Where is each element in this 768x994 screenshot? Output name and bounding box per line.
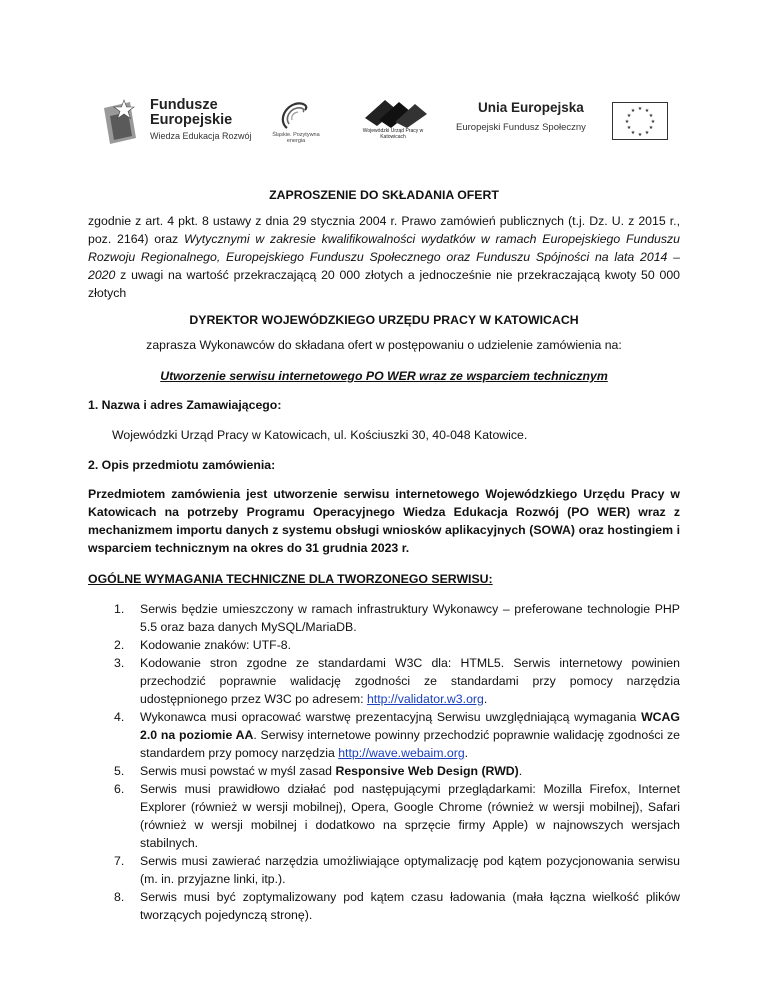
list-item: 2. Kodowanie znaków: UTF-8. xyxy=(114,638,292,652)
unia-europejska-logo xyxy=(450,100,670,150)
wave-link[interactable]: http://wave.webaim.org xyxy=(338,746,465,760)
svg-text:★: ★ xyxy=(650,119,656,125)
requirements-list xyxy=(88,600,680,924)
intro-text-3: z uwagi na wartość przekraczającą 20 000 złotych a jednocześnie nie przekraczającą kwoty 50 000 złotych xyxy=(88,268,680,300)
svg-text:★: ★ xyxy=(644,130,650,136)
fundusze-europejskie-logo xyxy=(100,96,260,148)
list-item: 1. Serwis będzie umieszczony w ramach infrastruktury Wykonawcy – preferowane technologie PHP 5.5 oraz baza danych MySQL/MariaDB. xyxy=(114,602,680,634)
list-item: 4. Wykonawca musi opracować warstwę prezentacyjną Serwisu uwzględniającą wymagania WCAG 2.0 na poziomie AA. Serwisy internetowe powinny przechodzić poprawnie walidację zgodności ze standardem przy pomocy narzędzia http://wave.webaim.org. xyxy=(114,710,680,760)
svg-text:★: ★ xyxy=(648,113,654,119)
invite-text: zaprasza Wykonawców do składana ofert w postępowaniu o udzielenie zamówienia na: xyxy=(146,338,622,352)
list-item: 3. Kodowanie stron zgodne ze standardami W3C dla: HTML5. Serwis internetowy powinien przechodzić poprawnie walidację zgodności ze standardami przy pomocy narzędzia udostępnionego przez W3C po adresem: http://validator.w3.org. xyxy=(114,656,680,706)
wup-paper-icon xyxy=(355,96,431,128)
svg-text:★: ★ xyxy=(626,125,632,131)
slaskie-swirl-icon xyxy=(265,98,327,132)
svg-text:★: ★ xyxy=(624,119,630,125)
slaskie-text: Śląskie. Pozytywna energia xyxy=(272,132,320,144)
fe-star-icon xyxy=(100,98,144,146)
logo-bar xyxy=(100,96,670,156)
ue-subtitle: Europejski Fundusz Społeczny xyxy=(456,122,586,133)
svg-text:★: ★ xyxy=(637,106,643,112)
list-item: 6. Serwis musi prawidłowo działać pod następującymi przeglądarkami: Mozilla Firefox, Internet Explorer (również w wersji mobilnej), Opera, Google Chrome (również w wersji mobilnej), Safari (również w wersji mobilnej i dodatkowo na sprzęcie firmy Apple) w najnowszych wersjach stabilnych. xyxy=(114,782,680,850)
svg-text:★: ★ xyxy=(644,108,650,114)
director-heading: DYREKTOR WOJEWÓDZKIEGO URZĘDU PRACY W KATOWICACH xyxy=(189,313,579,327)
fe-title: Fundusze Europejskie xyxy=(150,97,233,128)
wup-logo xyxy=(355,96,435,146)
intro-guidelines: Wytycznymi w zakresie kwalifikowalności wydatków w ramach Europejskiego Funduszu Rozwoju Regionalnego, Europejskiego Funduszu Społecznego oraz Funduszu Spójności na lata 2014 – 2020 xyxy=(88,232,681,282)
ue-title: Unia Europejska xyxy=(478,100,584,115)
section-1-body: Wojewódzki Urząd Pracy w Katowicach, ul. Kościuszki 30, 40-048 Katowice. xyxy=(112,428,528,442)
intro-text-1: zgodnie z art. 4 pkt. 8 ustawy z dnia 29 stycznia 2004 r. Prawo zamówień publicznych (t.j. Dz. U. z 2015 r., poz. 2164) oraz xyxy=(88,214,680,246)
svg-text:★: ★ xyxy=(630,130,636,136)
svg-text:★: ★ xyxy=(648,125,654,131)
list-item: 5. Serwis musi powstać w myśl zasad Responsive Web Design (RWD). xyxy=(114,764,523,778)
slaskie-logo xyxy=(265,98,335,148)
section-2-title: 2. Opis przedmiotu zamówienia: xyxy=(88,458,276,472)
eu-flag-icon xyxy=(612,102,668,140)
svg-text:★: ★ xyxy=(626,113,632,119)
validator-link[interactable]: http://validator.w3.org xyxy=(366,692,484,706)
svg-text:★: ★ xyxy=(637,132,643,138)
wup-text: Wojewódzki Urząd Pracy w Katowicach xyxy=(362,128,424,140)
intro-paragraph xyxy=(88,212,680,302)
section-2-body: Przedmiotem zamówienia jest utworzenie serwisu internetowego Wojewódzkiego Urzędu Pracy w Katowicach na potrzeby Programu Operacyjnego Wiedza Edukacja Rozwój (PO WER) wraz z mechanizmem importu danych z systemu obsługi wniosków aplikacyjnych (SOWA) oraz hostingiem i wsparciem technicznym na okres do 31 grudnia 2023 r. xyxy=(88,487,680,555)
requirements-heading: OGÓLNE WYMAGANIA TECHNICZNE DLA TWORZONEGO SERWISU: xyxy=(88,572,493,586)
contract-subject: Utworzenie serwisu internetowego PO WER wraz ze wsparciem technicznym xyxy=(160,369,608,383)
list-item: 8. Serwis musi być zoptymalizowany pod kątem czasu ładowania (mała łączna wielkość plików tworzących pojedynczą stronę). xyxy=(114,890,680,922)
page-title: ZAPROSZENIE DO SKŁADANIA OFERT xyxy=(269,188,499,202)
fe-subtitle: Wiedza Edukacja Rozwój xyxy=(150,131,252,141)
svg-text:★: ★ xyxy=(630,108,636,114)
list-item: 7. Serwis musi zawierać narzędzia umożliwiające optymalizację pod kątem pozycjonowania serwisu (m. in. przyjazne linki, itp.). xyxy=(114,854,680,886)
section-1-title: 1. Nazwa i adres Zamawiającego: xyxy=(88,398,282,412)
